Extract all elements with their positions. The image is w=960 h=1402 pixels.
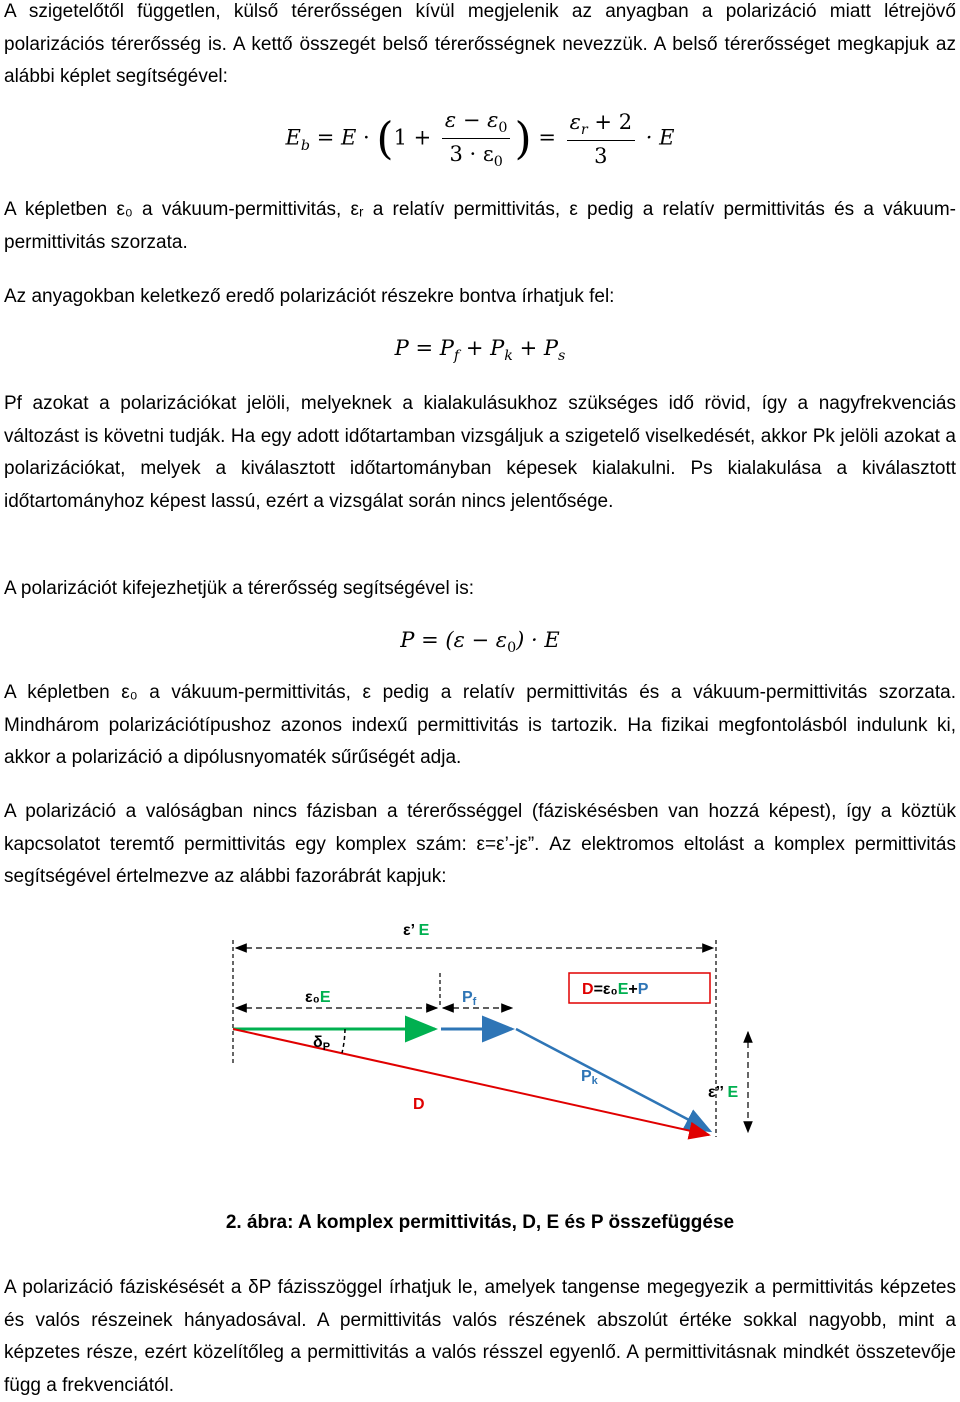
equation-internal-field: $E_b = E \cdot (1$ + $\frac{\varepsilon - \varepsilon_0}{3 \cdot \varepsilon_0}$ ) = $\frac{\varepsilon_r + 2}{3}$ · E — [285, 108, 675, 171]
paragraph-polarization-types: Pf azokat a polarizációkat jelöli, melyeknek a kialakulásukhoz szükséges idő rövid, így a nagyfrekvenciás változást is követni tudják. Ha egy adott időtartamban vizsgáljuk a szigetelő viselkedését, akkor Pk jelöli azokat a polarizációkat, melyek a kiválasztott időtartományban képesek kialakulni. Ps kialakulása a kiválasztott időtartományhoz képest lassú, ezért a vizsgálat során nincs jelentősége. — [4, 393, 956, 512]
equation-polarization-field: $P = (\varepsilon - \varepsilon_0) \cdot E$ — [400, 628, 560, 657]
label-Pk: Pk — [581, 1068, 598, 1087]
label-eps-dprime-E: ε’’ E — [708, 1084, 739, 1101]
paragraph-permittivity: A képletben ε₀ a vákuum-permittivitás, ε pedig a relatív permittivitás és a vákuum-permittivitás szorzata. Mindhárom polarizációtípushoz azonos indexű permittivitás is tartozik. Ha fizikai megfontolásból indulunk ki, akkor a polarizáció a dipólusnyomaték sűrűségét adja. — [4, 682, 956, 768]
paragraph-polarization-parts: Az anyagokban keletkező eredő polarizációt részekre bontva írhatjuk fel: — [4, 286, 615, 307]
equation-polarization-sum: $P = P_f + P_k + P_s$ — [394, 336, 566, 365]
label-D: D — [413, 1096, 425, 1113]
paragraph-formula-explain: A képletben ε₀ a vákuum-permittivitás, εᵣ a relatív permittivitás, ε pedig a relatív permittivitás és a vákuum-permittivitás szorzata. — [4, 199, 956, 253]
paragraph-intro: A szigetelőtől független, külső térerősségen kívül megjelenik az anyagban a polarizáció miatt létrejövő polarizációs térerősség is. A kettő összegét belső térerősségnek nevezzük. A belső térerősséget megkapjuk az alábbi képlet segítségével: — [4, 1, 956, 87]
phasor-D — [233, 1029, 709, 1135]
label-eps0-E: ε₀E — [305, 989, 331, 1006]
paragraph-phase-lag: A polarizáció fáziskésését a δP fázisszöggel írhatjuk le, amelyek tangense megegyezik a permittivitás képzetes és valós részeinek hányadosával. A permittivitás valós részének abszolút értéke sokkal nagyobb, mint a képzetes része, ezért közelítőleg a permittivitás a valós résszel egyenlő. A permittivitásnak mindkét összetevője függ a frekvenciától. — [4, 1277, 956, 1396]
figure-caption: 2. ábra: A komplex permittivitás, D, E és P összefüggése — [225, 1212, 735, 1233]
fraction-2: $\frac{\varepsilon_r + 2}{3}$ — [567, 110, 635, 168]
fraction-1: $\frac{\varepsilon - \varepsilon_0}{3 \cdot \varepsilon_0}$ — [442, 108, 511, 170]
paragraph-polarization-field: A polarizációt kifejezhetjük a térerősség segítségével is: — [4, 578, 474, 599]
label-Pf: Pf — [462, 989, 477, 1008]
angle-arc-deltaP — [342, 1029, 345, 1053]
phasor-diagram — [0, 905, 960, 1195]
label-eps-prime-E: ε’ E — [403, 922, 430, 939]
paragraph-complex-permittivity: A polarizáció a valóságban nincs fázisban a térerősséggel (fáziskésésben van hozzá képest), így a köztük kapcsolatot teremtő permittivitás egy komplex szám: ε=ε’-jε”. Az elektromos eltolást a komplex permittivitás segítségével értelmezve az alábbi fazorábrát kapjuk: — [4, 801, 956, 887]
label-deltaP: δP — [313, 1034, 331, 1053]
label-D-formula: D=ε₀E+P — [582, 981, 649, 998]
phasor-Pk — [516, 1029, 710, 1131]
